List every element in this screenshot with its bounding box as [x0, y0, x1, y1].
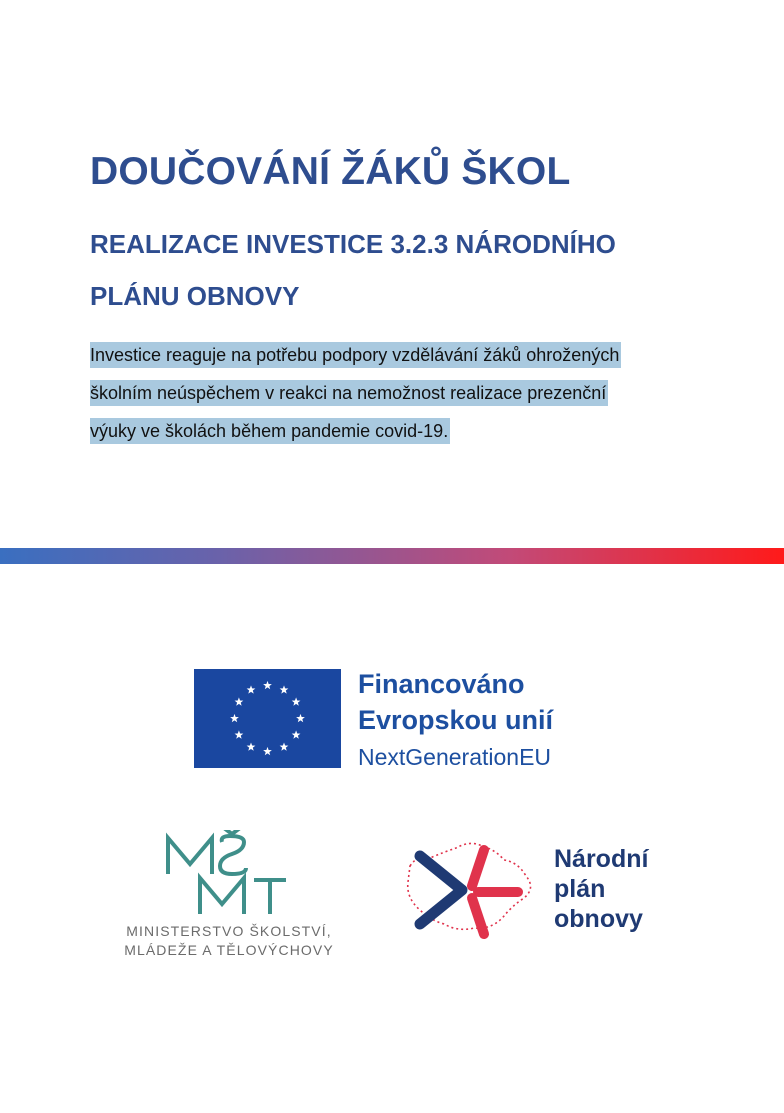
eu-text-line-1: Financováno	[358, 669, 525, 699]
msmt-text-line-1: MINISTERSTVO ŠKOLSTVÍ,	[126, 923, 332, 939]
eu-flag-icon	[194, 669, 341, 768]
eu-text-line-2: Evropskou unií	[358, 705, 554, 735]
subtitle-line-2: PLÁNU OBNOVY	[90, 281, 300, 311]
npo-text	[554, 844, 648, 934]
gradient-divider	[0, 548, 784, 564]
intro-line-3: výuky ve školách během pandemie covid-19.	[90, 418, 450, 444]
subtitle-line-1: REALIZACE INVESTICE 3.2.3 NÁRODNÍHO	[90, 229, 616, 259]
eu-funding-text	[358, 666, 553, 774]
document-subtitle	[90, 218, 730, 322]
npo-text-line-2: plán	[554, 875, 606, 903]
npo-text-line-1: Národní	[554, 845, 649, 873]
intro-paragraph	[90, 338, 710, 452]
msmt-monogram-icon	[160, 830, 290, 920]
msmt-text	[99, 922, 359, 960]
document-title: DOUČOVÁNÍ ŽÁKŮ ŠKOL	[90, 150, 571, 193]
npo-emblem-icon	[400, 832, 540, 948]
npo-text-line-3: obnovy	[554, 905, 643, 933]
intro-line-2: školním neúspěchem v reakci na nemožnost realizace prezenční	[90, 380, 608, 406]
eu-text-line-3: NextGenerationEU	[358, 744, 552, 770]
intro-line-1: Investice reaguje na potřebu podpory vzdělávání žáků ohrožených	[90, 342, 621, 368]
msmt-text-line-2: MLÁDEŽE A TĚLOVÝCHOVY	[124, 942, 334, 958]
